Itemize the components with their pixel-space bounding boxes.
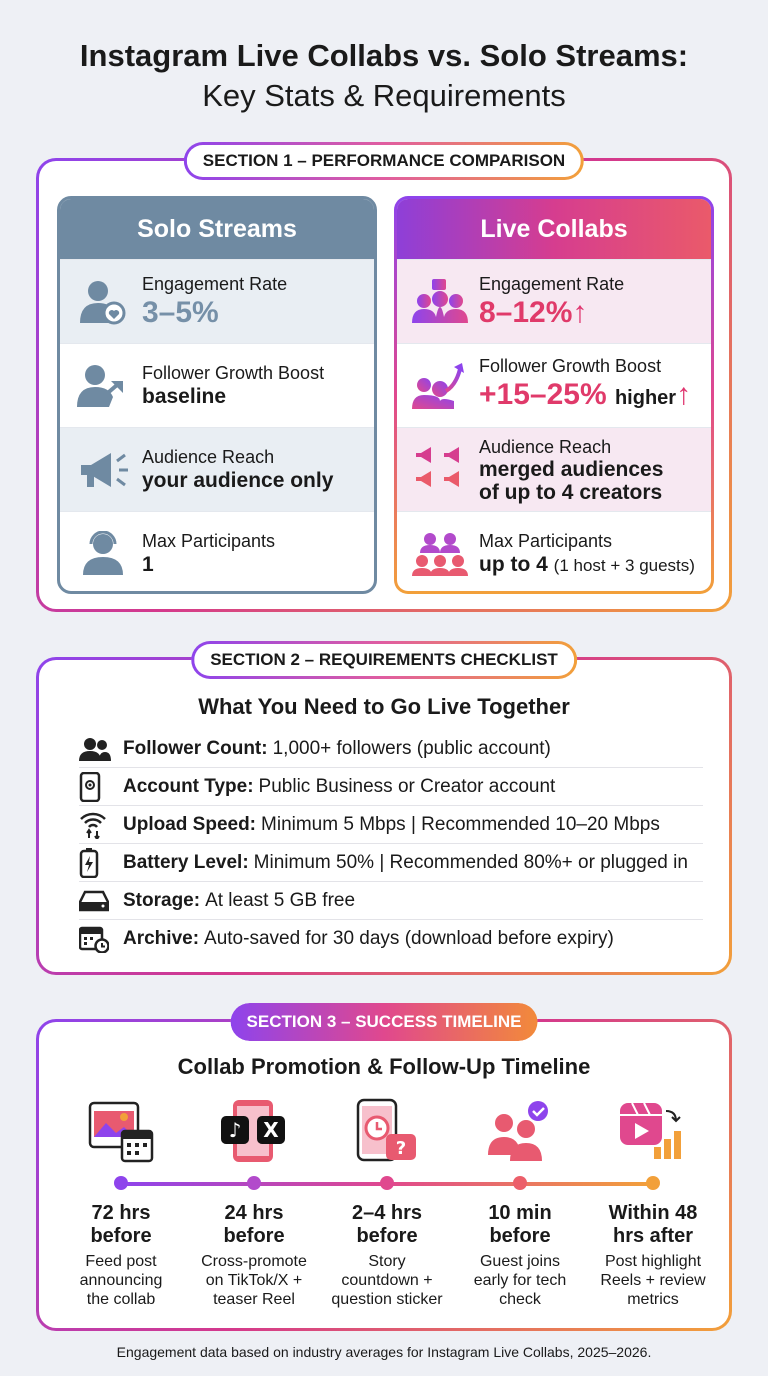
calendar-clock-icon (79, 925, 123, 953)
people-icon (79, 737, 123, 761)
group-heart-icon (409, 275, 471, 329)
requirement-value: Minimum 50% | Recommended 80%+ or plugged in (253, 851, 688, 873)
requirement-label: Storage: (123, 889, 201, 911)
step-time: 72 hrs before (90, 1202, 152, 1247)
timeline-step-48hrs (587, 1094, 719, 1309)
requirement-value: At least 5 GB free (205, 889, 356, 911)
section-requirements-checklist (36, 650, 732, 975)
section-success-timeline (36, 1012, 732, 1331)
metric-value-line-2: of up to 4 creators (479, 480, 663, 504)
requirement-value: Minimum 5 Mbps | Recommended 10–20 Mbps (261, 813, 660, 835)
solo-row-growth (60, 343, 374, 427)
section-1-label: SECTION 1 – PERFORMANCE COMPARISON (184, 142, 584, 180)
live-row-reach (397, 427, 711, 511)
title-line-2: Key Stats & Requirements (202, 78, 566, 113)
metric-value: +15–25% (479, 378, 607, 411)
requirement-account-type (79, 768, 703, 806)
requirement-label: Account Type: (123, 775, 254, 797)
live-heading: Live Collabs (397, 199, 711, 259)
requirement-archive (79, 920, 703, 958)
section-2-label: SECTION 2 – REQUIREMENTS CHECKLIST (191, 641, 577, 679)
feed-calendar-icon (55, 1094, 187, 1168)
metric-value: 1 (142, 553, 154, 576)
solo-row-reach (60, 427, 374, 511)
metric-value: your audience only (142, 469, 334, 492)
story-countdown-icon (321, 1094, 453, 1168)
user-growth-icon (72, 359, 134, 413)
step-action: Post highlight Reels + review metrics (600, 1253, 706, 1308)
title-line-1: Instagram Live Collabs vs. Solo Streams: (79, 38, 689, 73)
requirement-label: Battery Level: (123, 851, 249, 873)
timeline-dot (646, 1176, 660, 1190)
timeline-step-72hrs (55, 1094, 187, 1309)
multi-megaphone-icon (409, 443, 471, 497)
live-row-participants (397, 511, 711, 594)
metric-value: 8–12% (479, 295, 573, 329)
tiktok-x-phone-icon (188, 1094, 320, 1168)
live-row-engagement (397, 259, 711, 343)
solo-row-participants (60, 511, 374, 594)
metric-label: Engagement Rate (479, 273, 625, 294)
timeline-step-2-4hrs (321, 1094, 453, 1309)
section-3-label: SECTION 3 – SUCCESS TIMELINE (231, 1003, 538, 1041)
timeline-dot (114, 1176, 128, 1190)
metric-note: (1 host + 3 guests) (553, 555, 695, 575)
metric-label: Max Participants (479, 530, 613, 551)
group-growth-icon (409, 359, 471, 413)
timeline-step-10min (454, 1094, 586, 1309)
page-title (0, 36, 768, 116)
timeline-heading: Collab Promotion & Follow-Up Timeline (177, 1054, 591, 1079)
step-time: 10 min before (488, 1202, 552, 1247)
requirement-upload-speed (79, 806, 703, 844)
requirement-value: 1,000+ followers (public account) (272, 737, 551, 759)
megaphone-icon (72, 443, 134, 497)
step-action: Guest joins early for tech check (473, 1253, 567, 1308)
requirement-label: Follower Count: (123, 737, 268, 759)
arrow-up-icon: ↑ (572, 295, 588, 329)
solo-row-engagement (60, 259, 374, 343)
metric-label: Follower Growth Boost (142, 363, 325, 383)
metric-value: baseline (142, 385, 227, 408)
reels-metrics-icon (587, 1094, 719, 1168)
headset-user-icon (72, 527, 134, 581)
user-heart-icon (72, 275, 134, 329)
requirement-value: Auto-saved for 30 days (download before expiry) (204, 928, 614, 949)
step-action: Feed post announcing the collab (79, 1253, 163, 1308)
step-action: Story countdown + question sticker (331, 1253, 443, 1308)
guest-check-icon (454, 1094, 586, 1168)
step-time: 2–4 hrs before (351, 1202, 423, 1247)
phone-account-icon (79, 772, 123, 802)
footer-note: Engagement data based on industry averages for Instagram Live Collabs, 2025–2026. (116, 1344, 652, 1360)
svg-text:♪: ♪ (228, 1118, 242, 1142)
metric-suffix: higher (614, 387, 677, 409)
solo-heading: Solo Streams (60, 199, 374, 259)
group-headset-icon (409, 527, 471, 581)
solo-streams-card (57, 196, 377, 594)
timeline-dot (380, 1176, 394, 1190)
metric-value: 3–5% (142, 295, 219, 329)
metric-label: Audience Reach (479, 436, 612, 457)
arrow-up-icon: ↑ (676, 378, 692, 411)
requirement-value: Public Business or Creator account (258, 775, 556, 797)
metric-label: Follower Growth Boost (479, 356, 662, 376)
requirement-battery-level (79, 844, 703, 882)
svg-text:?: ? (395, 1138, 407, 1159)
metric-value: up to 4 (479, 552, 548, 576)
requirement-label: Upload Speed: (123, 813, 257, 835)
section-performance-comparison (36, 151, 732, 612)
metric-label: Engagement Rate (142, 273, 288, 294)
metric-label: Max Participants (142, 531, 276, 551)
requirement-follower-count (79, 730, 703, 768)
battery-icon (79, 848, 123, 878)
live-collabs-card (394, 196, 714, 594)
checklist-heading: What You Need to Go Live Together (198, 694, 570, 719)
wifi-upload-icon (79, 811, 123, 839)
live-row-growth (397, 343, 711, 427)
svg-text:X: X (263, 1118, 279, 1142)
storage-drive-icon (79, 890, 123, 912)
requirement-storage (79, 882, 703, 920)
timeline-dot (247, 1176, 261, 1190)
requirement-label: Archive: (123, 928, 200, 949)
metric-label: Audience Reach (142, 447, 275, 467)
timeline-dot (513, 1176, 527, 1190)
step-time: Within 48 hrs after (608, 1202, 698, 1247)
step-time: 24 hrs before (223, 1202, 285, 1247)
step-action: Cross-promote on TikTok/X + teaser Reel (201, 1253, 307, 1308)
metric-value: merged audiences (479, 457, 664, 481)
timeline-step-24hrs (188, 1094, 320, 1309)
